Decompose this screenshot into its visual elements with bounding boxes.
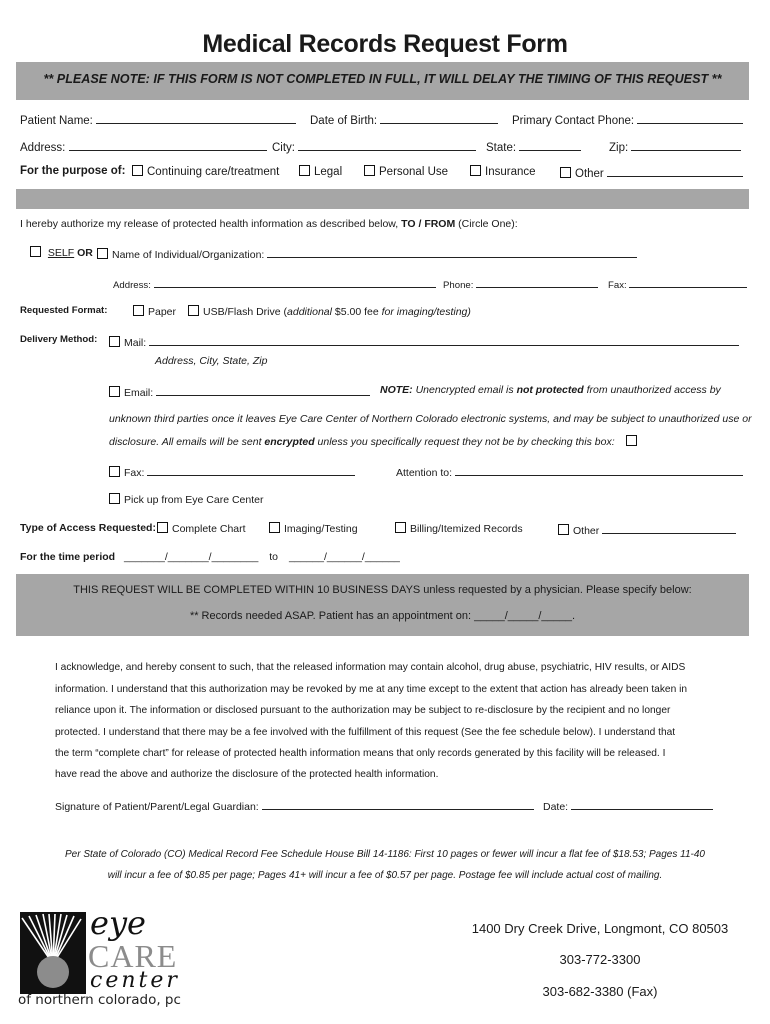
note-text: from unauthorized access by [583, 384, 721, 396]
consent-line: information. I understand that this authorization may be revoked by me at any time except to the extent that action has already been taken in [55, 684, 687, 695]
access-imaging[interactable] [269, 522, 358, 535]
recipient-phone-label: Phone: [443, 280, 474, 291]
no-encryption-checkbox[interactable] [626, 435, 637, 446]
checkbox[interactable] [558, 524, 569, 535]
option-label: Billing/Itemized Records [410, 523, 523, 535]
recipient-fax-label: Fax: [608, 280, 627, 291]
fax-label: Fax: [124, 467, 145, 479]
mail-hint: Address, City, State, Zip [155, 355, 268, 367]
to-option[interactable]: TO [401, 218, 416, 230]
logo-sunburst-icon [20, 912, 86, 994]
signature-label: Signature of Patient/Parent/Legal Guardian: [55, 801, 259, 813]
checkbox[interactable] [560, 167, 571, 178]
fax-line[interactable] [147, 464, 355, 476]
address-field[interactable] [20, 139, 267, 154]
note-text: unless you specifically request they not be by checking this box: [314, 436, 615, 448]
contact-phone: 303-772-3300 [559, 952, 641, 967]
period-from-field[interactable]: _______/_______/________ [124, 551, 259, 563]
delivery-fax[interactable] [109, 464, 355, 479]
notice-text: ** PLEASE NOTE: IF THIS FORM IS NOT COMPLETED IN FULL, IT WILL DELAY THE TIMING OF THIS REQUEST ** [43, 72, 722, 86]
option-label: Continuing care/treatment [147, 166, 280, 178]
consent-line: I acknowledge, and hereby consent to such, that the released information may contain alcohol, drug abuse, psychiatric, HIV results, or AIDS [55, 662, 686, 673]
turnaround-banner [16, 574, 749, 636]
attention-field[interactable] [396, 464, 743, 479]
time-period-label: For the time period [20, 551, 116, 563]
usb-fee: $5.00 fee [331, 306, 382, 318]
paper-label: Paper [148, 306, 177, 318]
phone-line[interactable] [637, 112, 743, 124]
delivery-mail[interactable] [109, 334, 739, 349]
patient-name-line[interactable] [96, 112, 296, 124]
access-other-line[interactable] [602, 522, 736, 534]
checkbox[interactable] [109, 386, 120, 397]
dob-label: Date of Birth: [310, 115, 378, 127]
city-field[interactable] [272, 139, 476, 154]
pickup-label: Pick up from Eye Care Center [124, 494, 264, 506]
option-label: Imaging/Testing [284, 523, 358, 535]
signature-line[interactable] [262, 798, 534, 810]
phone-field[interactable] [512, 112, 743, 127]
time-period-row [20, 551, 400, 563]
recipient-phone-field[interactable] [443, 276, 598, 291]
zip-field[interactable] [609, 139, 741, 154]
patient-name-label: Patient Name: [20, 115, 93, 127]
usb-fee-note: for imaging/testing) [381, 306, 471, 318]
authorization-text: I hereby authorize my release of protected health information as described below, [20, 218, 399, 230]
format-label: Requested Format: [20, 305, 108, 316]
option-label: Other [575, 168, 604, 180]
checkbox[interactable] [395, 522, 406, 533]
attention-label: Attention to: [396, 467, 453, 479]
purpose-option-continuing[interactable] [132, 165, 279, 178]
checkbox[interactable] [109, 493, 120, 504]
dob-line[interactable] [380, 112, 498, 124]
period-to-word: to [269, 551, 279, 563]
mail-line[interactable] [149, 334, 739, 346]
or-label: OR [77, 247, 93, 259]
note-text: Unencrypted email is [412, 384, 517, 396]
checkbox[interactable] [133, 305, 144, 316]
consent-line: protected. I understand that there may be a fee involved with the fulfillment of this request (See the fee schedule below). I understand that [55, 727, 676, 738]
recipient-address-label: Address: [113, 280, 151, 291]
zip-line[interactable] [631, 139, 741, 151]
purpose-option-insurance[interactable] [470, 165, 536, 178]
zip-label: Zip: [609, 142, 629, 154]
checkbox[interactable] [470, 165, 481, 176]
purpose-option-personal[interactable] [364, 165, 448, 178]
attention-line[interactable] [455, 464, 743, 476]
note-not-protected: not protected [516, 384, 584, 396]
signature-field[interactable] [55, 798, 534, 813]
checkbox[interactable] [97, 248, 108, 259]
email-note-line2: unknown third parties once it leaves Eye Care Center of Northern Colorado electronic systems, and may be subject to unauthorized use or [109, 413, 752, 425]
email-line[interactable] [156, 384, 370, 396]
checkbox[interactable] [299, 165, 310, 176]
access-other[interactable] [558, 522, 736, 537]
recipient-fax-line[interactable] [629, 276, 747, 288]
mail-label: Mail: [124, 337, 147, 349]
signature-date-line[interactable] [571, 798, 713, 810]
access-complete-chart[interactable] [157, 522, 246, 535]
slash: / [418, 218, 422, 230]
eye-care-center-logo [18, 904, 198, 1012]
name-org-label: Name of Individual/Organization: [112, 249, 265, 261]
access-label: Type of Access Requested: [20, 522, 156, 534]
other-line[interactable] [607, 165, 743, 177]
page-title: Medical Records Request Form [202, 30, 568, 58]
delivery-label: Delivery Method: [20, 334, 98, 345]
email-note-line3 [109, 435, 641, 448]
consent-line: reliance upon it. The information or disclosed pursuant to the authorization may be subject to re-disclosure by the recipient and no longer [55, 705, 671, 716]
fee-line2: will incur a fee of $0.85 per page; Pages 41+ will incur a fee of $0.57 per page. Postage fee will include actual cost of mailing. [107, 870, 663, 881]
note-text: disclosure. All emails will be sent [109, 436, 265, 448]
address-label: Address: [20, 142, 66, 154]
period-to-field[interactable]: ______/______/______ [288, 551, 400, 563]
patient-name-field[interactable] [20, 112, 296, 127]
recipient-address-field[interactable] [113, 276, 436, 291]
delivery-email[interactable] [109, 384, 370, 399]
recipient-fax-field[interactable] [608, 276, 747, 291]
note-label: NOTE: [380, 384, 413, 396]
access-billing[interactable] [395, 522, 523, 535]
checkbox[interactable] [30, 246, 41, 257]
purpose-option-legal[interactable] [299, 165, 342, 178]
circle-one-text: (Circle One): [458, 218, 518, 230]
self-label: SELF [47, 247, 75, 259]
consent-line: have read the above and authorize the disclosure of the protected health information. [55, 769, 439, 780]
name-org-line[interactable] [267, 246, 637, 258]
authorization-line [20, 218, 518, 230]
note-encrypted: encrypted [264, 436, 315, 448]
logo-eye-text: eye [90, 904, 146, 942]
self-option[interactable] [30, 246, 93, 259]
checkbox[interactable] [157, 522, 168, 533]
purpose-label: For the purpose of: [20, 165, 126, 177]
delivery-pickup[interactable] [109, 493, 263, 506]
contact-address: 1400 Dry Creek Drive, Longmont, CO 80503 [471, 921, 729, 936]
state-label: State: [486, 142, 517, 154]
logo-subtitle: of northern colorado, pc [18, 992, 181, 1008]
option-label: Personal Use [379, 166, 449, 178]
checkbox[interactable] [188, 305, 199, 316]
email-label: Email: [124, 387, 154, 399]
purpose-option-other[interactable] [560, 165, 743, 180]
checkbox[interactable] [269, 522, 280, 533]
logo-center-text: center [90, 968, 180, 993]
city-label: City: [272, 142, 295, 154]
dob-field[interactable] [310, 112, 498, 127]
format-usb[interactable] [188, 305, 471, 318]
usb-label: USB/Flash Drive ( [203, 306, 288, 318]
usb-additional: additional [287, 306, 332, 318]
checkbox[interactable] [132, 165, 143, 176]
section-divider [16, 189, 749, 209]
from-option[interactable]: FROM [424, 218, 456, 230]
recipient-address-line[interactable] [154, 276, 436, 288]
logo-care-text: CARE [88, 938, 178, 974]
turnaround-line1: THIS REQUEST WILL BE COMPLETED WITHIN 10 BUSINESS DAYS unless requested by a physician. Please specify below: [73, 584, 692, 596]
phone-label: Primary Contact Phone: [512, 115, 635, 127]
state-line[interactable] [519, 139, 581, 151]
recipient-phone-line[interactable] [476, 276, 598, 288]
checkbox[interactable] [109, 336, 120, 347]
checkbox[interactable] [364, 165, 375, 176]
address-line[interactable] [69, 139, 267, 151]
option-label: Complete Chart [172, 523, 246, 535]
checkbox[interactable] [109, 466, 120, 477]
name-org-field[interactable] [97, 246, 637, 261]
format-paper[interactable] [133, 305, 176, 318]
signature-date-label: Date: [543, 801, 569, 813]
option-label: Legal [314, 166, 343, 178]
option-label: Insurance [485, 166, 536, 178]
option-label: Other [573, 525, 600, 537]
state-field[interactable] [486, 139, 581, 154]
fee-line1: Per State of Colorado (CO) Medical Record Fee Schedule House Bill 14-1186: First 10 pages or fewer will incur a flat fee of $18.53; Pages 11-40 [65, 849, 705, 860]
signature-date-field[interactable] [543, 798, 713, 813]
consent-line: the term “complete chart” for release of protected health information means that only records generated by this facility will be released. I [55, 748, 666, 759]
turnaround-line2[interactable]: ** Records needed ASAP. Patient has an appointment on: _____/_____/_____. [189, 610, 576, 622]
notice-banner [16, 62, 749, 100]
contact-fax: 303-682-3380 (Fax) [542, 984, 658, 999]
city-line[interactable] [298, 139, 476, 151]
email-note-line1 [380, 384, 721, 396]
